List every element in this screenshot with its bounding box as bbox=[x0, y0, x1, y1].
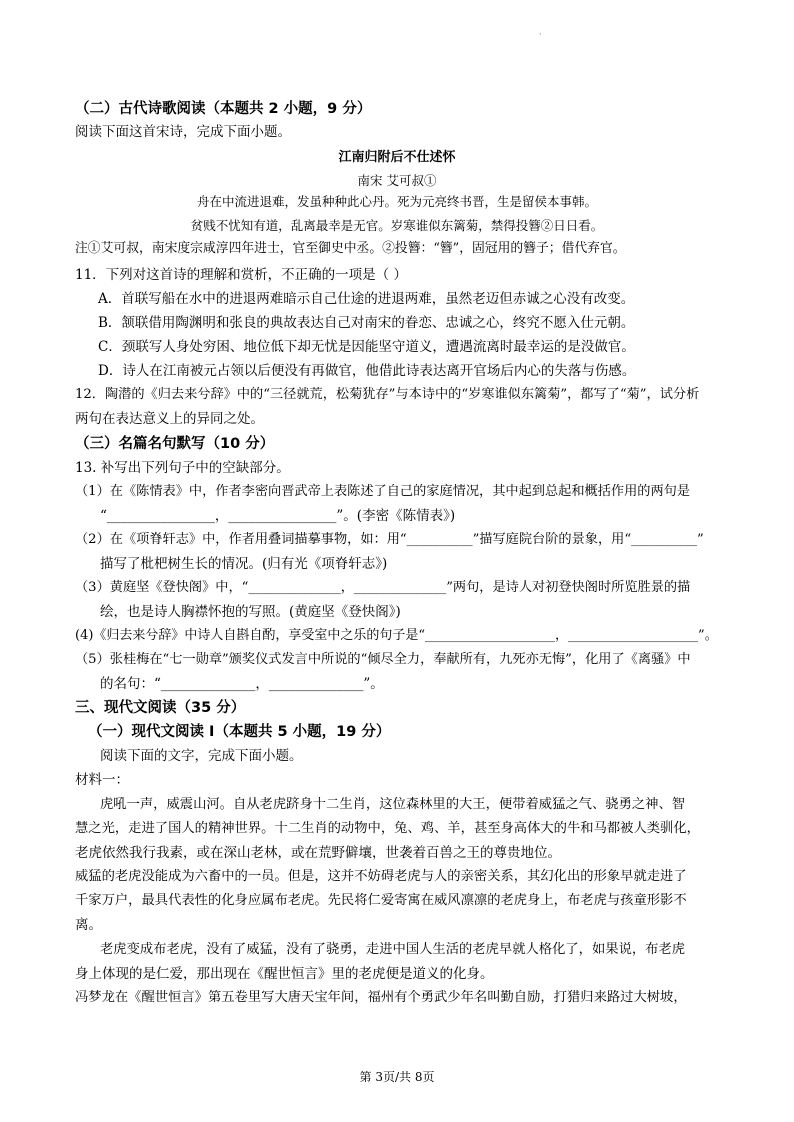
page-footer: 第 3页/共 8页 bbox=[359, 1070, 435, 1084]
poem-author: 南宋 艾可叔① bbox=[357, 173, 437, 188]
question-stem: 13. 补写出下列句子中的空缺部分。 bbox=[75, 460, 290, 476]
paragraph-line: 老虎依然我行我素，或在深山老林，或在荒野僻壤，世袭着百兽之王的尊贵地位。 bbox=[75, 845, 561, 861]
choice-c: C．颈联写人身处穷困、地位低下却无忧是因能坚守道义，遭遇流离时最幸运的是没做官。 bbox=[98, 339, 635, 355]
fill-item: （3）黄庭坚《登快阁》中，“______________，______________”两句，是诗人对初登快阁时所览胜景的描 bbox=[75, 580, 691, 595]
choice-a: A．首联写船在水中的进退两难暗示自己仕途的进退两难，虽然老迈但赤诚之心没有改变。 bbox=[98, 291, 635, 307]
section-instruction: 阅读下面这首宋诗，完成下面小题。 bbox=[75, 124, 291, 140]
section-heading-recitation: （三）名篇名句默写（10 分） bbox=[75, 436, 275, 452]
fill-item: (4)《归去来兮辞》中诗人自斟自酌，享受室中之乐的句子是“____________________，____________________”。 bbox=[75, 628, 718, 643]
paragraph-line: 身上体现的是仁爱，那出现在《醒世恒言》里的老虎便是道义的化身。 bbox=[75, 966, 494, 982]
choice-d: D．诗人在江南被元占领以后便没有再做官，他借此诗表达离开官场后内心的失落与伤感。 bbox=[98, 363, 636, 379]
poem-line: 舟在中流进退难，发虽种种此心丹。死为元亮终书晋，生是留侯本事韩。 bbox=[196, 194, 597, 209]
paragraph-line: 虎吼一声，威震山河。自从老虎跻身十二生肖，这位森林里的大王，便带着威猛之气、骁勇之神、智 bbox=[100, 797, 686, 812]
paragraph-line: 老虎变成布老虎，没有了威猛，没有了骁勇，走进中国人生活的老虎早就人格化了，如果说，布老虎 bbox=[100, 942, 686, 957]
fill-item: （5）张桂梅在“七一勋章”颁奖仪式发言中所说的“倾尽全力，奉献所有，九死亦无悔”，化用了《离骚》中 bbox=[75, 652, 691, 667]
poem-title: 江南归附后不仕述怀 bbox=[338, 150, 456, 165]
paragraph-line: 慧之光，走进了国人的精神世界。十二生肖的动物中，兔、鸡、羊，甚至身高体大的牛和马都被人类驯化， bbox=[75, 821, 700, 836]
material-label: 材料一： bbox=[75, 772, 129, 788]
question-stem: 两句在表达意义上的异同之处。 bbox=[75, 411, 264, 427]
fill-item: 绘，也是诗人胸襟怀抱的写照。(黄庭坚《登快阁》) bbox=[100, 604, 401, 620]
paragraph-line: 冯梦龙在《醒世恒言》第五卷里写大唐天宝年间，福州有个勇武少年名叫勤自励，打猎归来路过大树坡， bbox=[75, 990, 687, 1005]
paragraph-line: 离。 bbox=[75, 917, 102, 933]
question-stem: 12．陶潜的《归去来兮辞》中的“三径就荒，松菊犹存”与本诗中的“岁寒谁似东篱菊”，都写了“菊”，试分析 bbox=[75, 387, 700, 402]
fill-item: （2）在《项脊轩志》中，作者用叠词描摹事物，如：用“__________”描写庭院台阶的景象，用“__________” bbox=[75, 532, 704, 547]
choice-b: B．颔联借用陶渊明和张良的典故表达自己对南宋的眷恋、忠诚之心，终究不愿入仕元朝。 bbox=[98, 315, 635, 331]
paragraph-line: 千家万户，最具代表性的化身应属布老虎。先民将仁爱寄寓在威风凛凛的老虎身上，布老虎与孩童形影不 bbox=[75, 893, 687, 908]
fill-item: 描写了枇杷树生长的情况。(归有光《项脊轩志》) bbox=[100, 556, 388, 572]
poem-note: 注①艾可叔，南宋度宗咸淳四年进士，官至御史中丞。②投簪：“簪”，固冠用的簪子；借代弃官。 bbox=[75, 241, 626, 256]
paragraph-line: 威猛的老虎没能成为六畜中的一员。但是，这并不妨碍老虎与人的亲密关系，其幻化出的形象早就走进了 bbox=[75, 869, 687, 884]
fill-blank-line: “________________，________________”。(李密《陈情表》) bbox=[100, 508, 456, 524]
subsection-heading: （一）现代文阅读 I（本题共 5 小题，19 分） bbox=[88, 724, 391, 740]
question-stem: 11．下列对这首诗的理解和赏析，不正确的一项是（ ） bbox=[75, 267, 407, 283]
section-heading-poetry: （二）古代诗歌阅读（本题共 2 小题，9 分） bbox=[75, 101, 372, 117]
poem-line: 贫贱不忧知有道，乱离最幸是无官。岁寒谁似东篱菊，禁得投簪②日日看。 bbox=[190, 218, 604, 233]
section-instruction: 阅读下面的文字，完成下面小题。 bbox=[100, 748, 303, 764]
part-heading: 三、现代文阅读（35 分） bbox=[75, 700, 246, 716]
scan-mark: · bbox=[539, 30, 542, 39]
fill-item: （1）在《陈情表》中，作者李密向晋武帝上表陈述了自己的家庭情况，其中起到总起和概括作用的两句是 bbox=[75, 484, 691, 499]
fill-blank-line: 的名句：“______________，______________”。 bbox=[100, 676, 384, 692]
